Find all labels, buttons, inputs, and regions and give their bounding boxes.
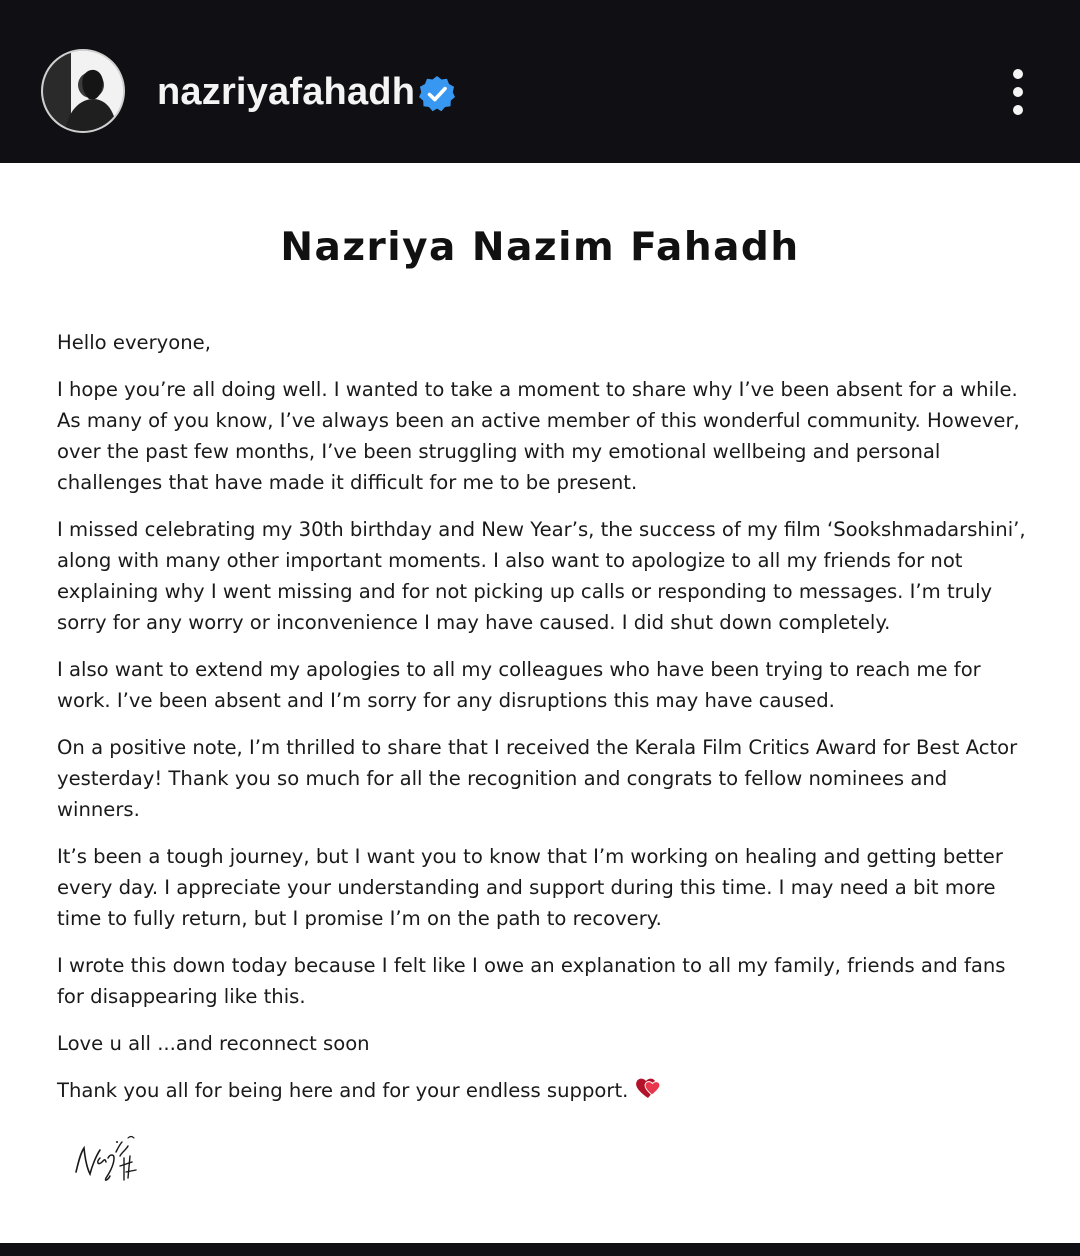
- letter-title: Nazriya Nazim Fahadh: [280, 225, 800, 270]
- letter-body: [57, 327, 1032, 1122]
- username[interactable]: nazriyafahadh: [157, 71, 416, 113]
- letter-paragraph: I hope you’re all doing well. I wanted to take a moment to share why I’ve been absent for a while. As many of you know, I’ve always been an active member of this wonderful community. However, over the past few months, I’ve been struggling with my emotional wellbeing and personal challenges that have made it difficult for me to be present.: [57, 378, 1020, 494]
- verified-badge-icon: [417, 74, 457, 114]
- more-vertical-icon[interactable]: [1000, 66, 1036, 118]
- letter-closing: [57, 1075, 1032, 1106]
- letter-paragraph: I wrote this down today because I felt like I owe an explanation to all my family, friends and fans for disappearing like this.: [57, 954, 1006, 1008]
- avatar[interactable]: [41, 49, 125, 133]
- post-header: [0, 0, 1080, 163]
- letter-paragraph: Love u all ...and reconnect soon: [57, 1032, 370, 1055]
- letter-paragraph: I also want to extend my apologies to all my colleagues who have been trying to reach me for work. I’ve been absent and I’m sorry for any disruptions this may have caused.: [57, 658, 981, 712]
- letter-paragraph: It’s been a tough journey, but I want you to know that I’m working on healing and getting better every day. I appreciate your understanding and support during this time. I may need a bit more time to fully return, but I promise I’m on the path to recovery.: [57, 845, 1003, 930]
- letter-paragraph: Hello everyone,: [57, 331, 211, 354]
- letter-paragraph: On a positive note, I’m thrilled to share that I received the Kerala Film Critics Award for Best Actor yesterday! Thank you so much for all the recognition and congrats to fellow nominees and winners.: [57, 736, 1018, 821]
- avatar-photo-icon: [43, 51, 123, 131]
- post-footer: [0, 1243, 1080, 1256]
- signature-image: [70, 1128, 150, 1188]
- closing-text: Thank you all for being here and for your endless support.: [57, 1079, 629, 1102]
- post-image[interactable]: [0, 163, 1080, 1243]
- two-hearts-icon: [634, 1076, 662, 1100]
- letter-paragraph: I missed celebrating my 30th birthday and New Year’s, the success of my film ‘Sookshmadarshini’, along with many other important moments. I also want to apologize to all my friends for not explaining why I went missing and for not picking up calls or responding to messages. I’m truly sorry for any worry or inconvenience I may have caused. I did shut down completely.: [57, 518, 1026, 634]
